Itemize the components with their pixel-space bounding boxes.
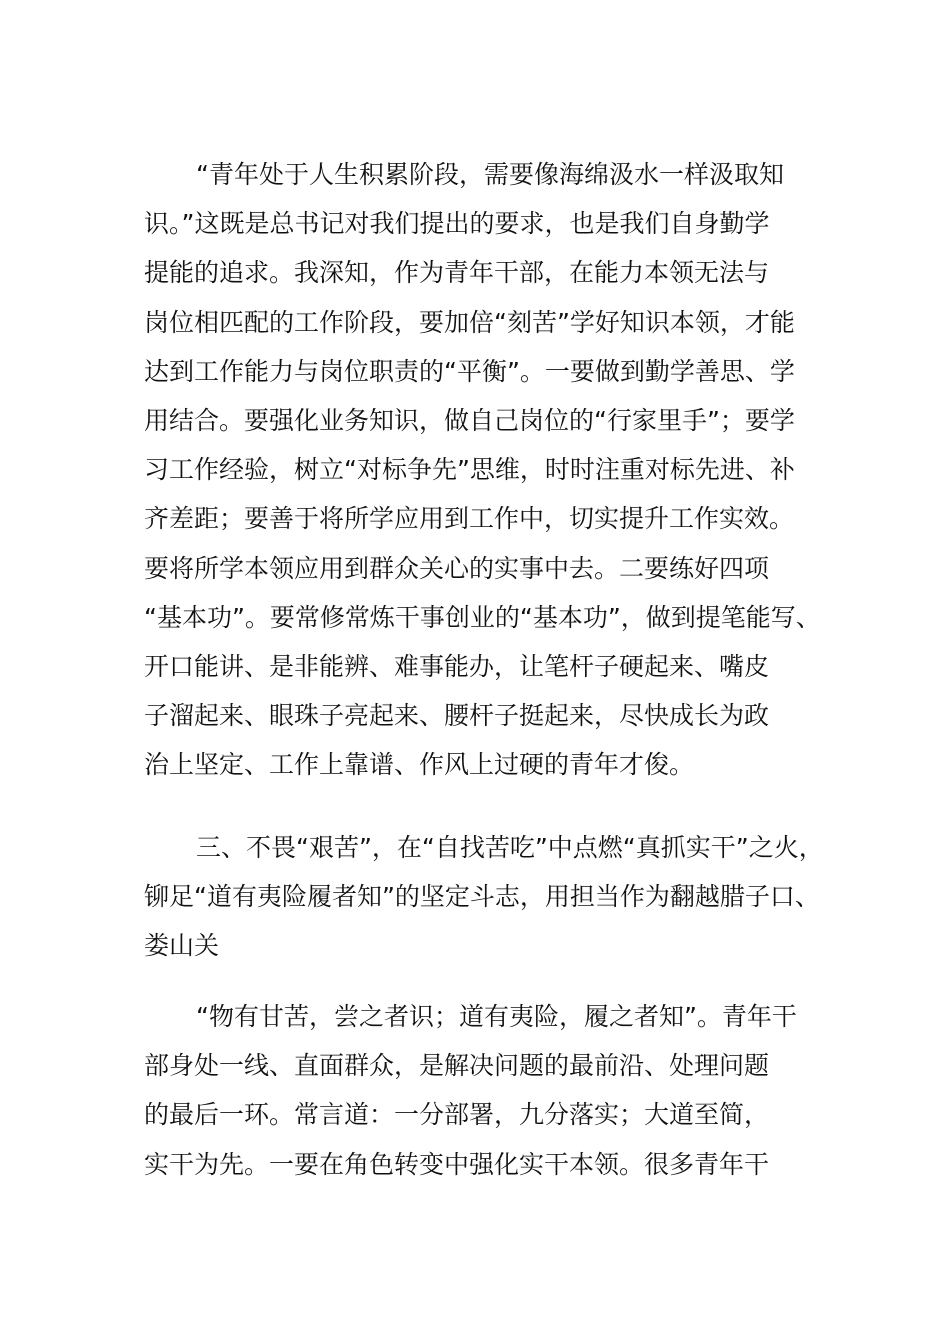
paragraph-line: 达到工作能力与岗位职责的“平衡”。一要做到勤学善思、学	[144, 356, 795, 386]
paragraph-line: 治上坚定、工作上靠谱、作风上过硬的青年才俊。	[144, 750, 695, 780]
paragraph-line: 的最后一环。常言道：一分部署，九分落实；大道至简，	[144, 1100, 770, 1130]
paragraph-line: 齐差距；要善于将所学应用到工作中，切实提升工作实效。	[144, 504, 795, 534]
paragraph-line: “物有甘苦，尝之者识；道有夷险，履之者知”。青年干	[196, 1002, 797, 1031]
paragraph-line: 要将所学本领应用到群众关心的实事中去。二要练好四项	[144, 553, 770, 583]
section-heading-three	[144, 823, 824, 971]
heading-line: 三、不畏“艰苦”，在“自找苦吃”中点燃“真抓实干”之火，	[196, 833, 824, 862]
body-paragraph-study	[144, 150, 824, 789]
heading-line: 铆足“道有夷险履者知”的坚定斗志，用担当作为翻越腊子口、	[144, 882, 820, 912]
paragraph-line: 用结合。要强化业务知识，做自己岗位的“行家里手”；要学	[144, 405, 795, 435]
paragraph-line: “基本功”。要常修常炼干事创业的“基本功”，做到提笔能写、	[144, 602, 821, 632]
paragraph-line: 开口能讲、是非能辨、难事能办，让笔杆子硬起来、嘴皮	[144, 651, 770, 681]
paragraph-line: “青年处于人生积累阶段，需要像海绵汲水一样汲取知	[196, 160, 784, 189]
paragraph-line: 实干为先。一要在角色转变中强化实干本领。很多青年干	[144, 1149, 770, 1179]
paragraph-line: 岗位相匹配的工作阶段，要加倍“刻苦”学好知识本领，才能	[144, 307, 795, 337]
body-paragraph-practice	[144, 992, 824, 1189]
paragraph-line: 子溜起来、眼珠子亮起来、腰杆子挺起来，尽快成长为政	[144, 701, 770, 731]
paragraph-line: 部身处一线、直面群众，是解决问题的最前沿、处理问题	[144, 1051, 770, 1081]
paragraph-line: 提能的追求。我深知，作为青年干部，在能力本领无法与	[144, 258, 770, 288]
heading-line: 娄山关	[144, 931, 220, 961]
paragraph-line: 习工作经验，树立“对标争先”思维，时时注重对标先进、补	[144, 455, 795, 485]
paragraph-line: 识。”这既是总书记对我们提出的要求，也是我们自身勤学	[144, 209, 770, 239]
